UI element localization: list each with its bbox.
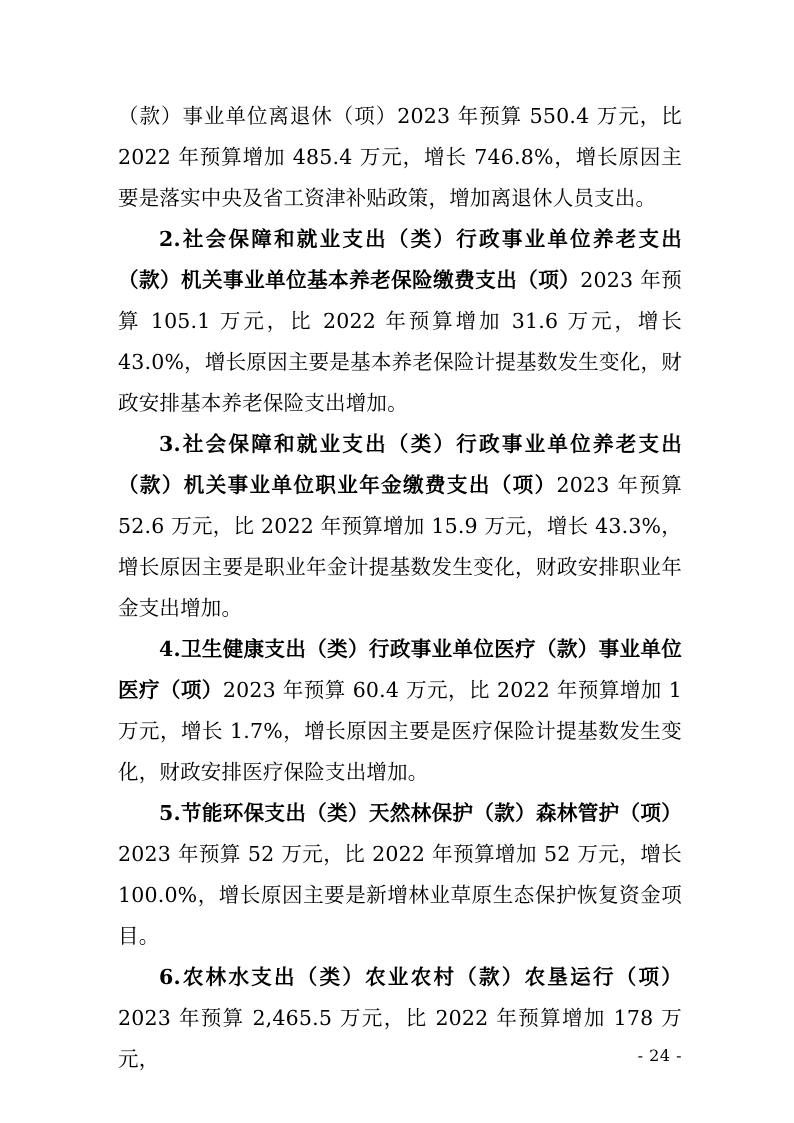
paragraph-6-heading: 6.农林水支出（类）农业农村（款）农垦运行（项）: [159, 965, 682, 989]
page-number: - 24 -: [637, 1046, 682, 1065]
paragraph-1-text: （款）事业单位离退休（项）2023 年预算 550.4 万元，比 2022 年预算增加 485.4 万元，增长 746.8%，增长原因主要是落实中央及省工资津补贴政策，增加离退休人员支出。: [118, 104, 682, 210]
paragraph-2-heading: 2.社会保障和就业支出（类）行政事业单位养老支出（款）机关事业单位基本养老保险缴费支出（项）: [118, 227, 682, 292]
paragraph-6: [118, 957, 682, 1080]
paragraph-5: [118, 793, 682, 957]
paragraph-4-text: 2023 年预算 60.4 万元，比 2022 年预算增加 1 万元，增长 1.7%，增长原因主要是医疗保险计提基数发生变化，财政安排医疗保险支出增加。: [118, 678, 683, 784]
paragraph-5-heading: 5.节能环保支出（类）天然林保护（款）森林管护（项）: [159, 801, 682, 825]
paragraph-2-text: 2023 年预算 105.1 万元，比 2022 年预算增加 31.6 万元，增长 43.0%，增长原因主要是基本养老保险计提基数发生变化，财政安排基本养老保险支出增加。: [118, 268, 682, 415]
document-body: [118, 96, 682, 1080]
paragraph-4-heading: 4.卫生健康支出（类）行政事业单位医疗（款）事业单位医疗（项）: [118, 637, 682, 702]
paragraph-6-text: 2023 年预算 2,465.5 万元，比 2022 年预算增加 178 万元，: [118, 1006, 682, 1071]
paragraph-4: [118, 629, 682, 793]
paragraph-2: [118, 219, 682, 424]
paragraph-3-heading: 3.社会保障和就业支出（类）行政事业单位养老支出（款）机关事业单位职业年金缴费支出（项）: [118, 432, 682, 497]
paragraph-5-text: 2023 年预算 52 万元，比 2022 年预算增加 52 万元，增长 100.0%，增长原因主要是新增林业草原生态保护恢复资金项目。: [118, 842, 682, 948]
paragraph-3: [118, 424, 682, 629]
paragraph-1: [118, 96, 682, 219]
paragraph-3-text: 2023 年预算 52.6 万元，比 2022 年预算增加 15.9 万元，增长 43.3%，增长原因主要是职业年金计提基数发生变化，财政安排职业年金支出增加。: [118, 473, 682, 620]
